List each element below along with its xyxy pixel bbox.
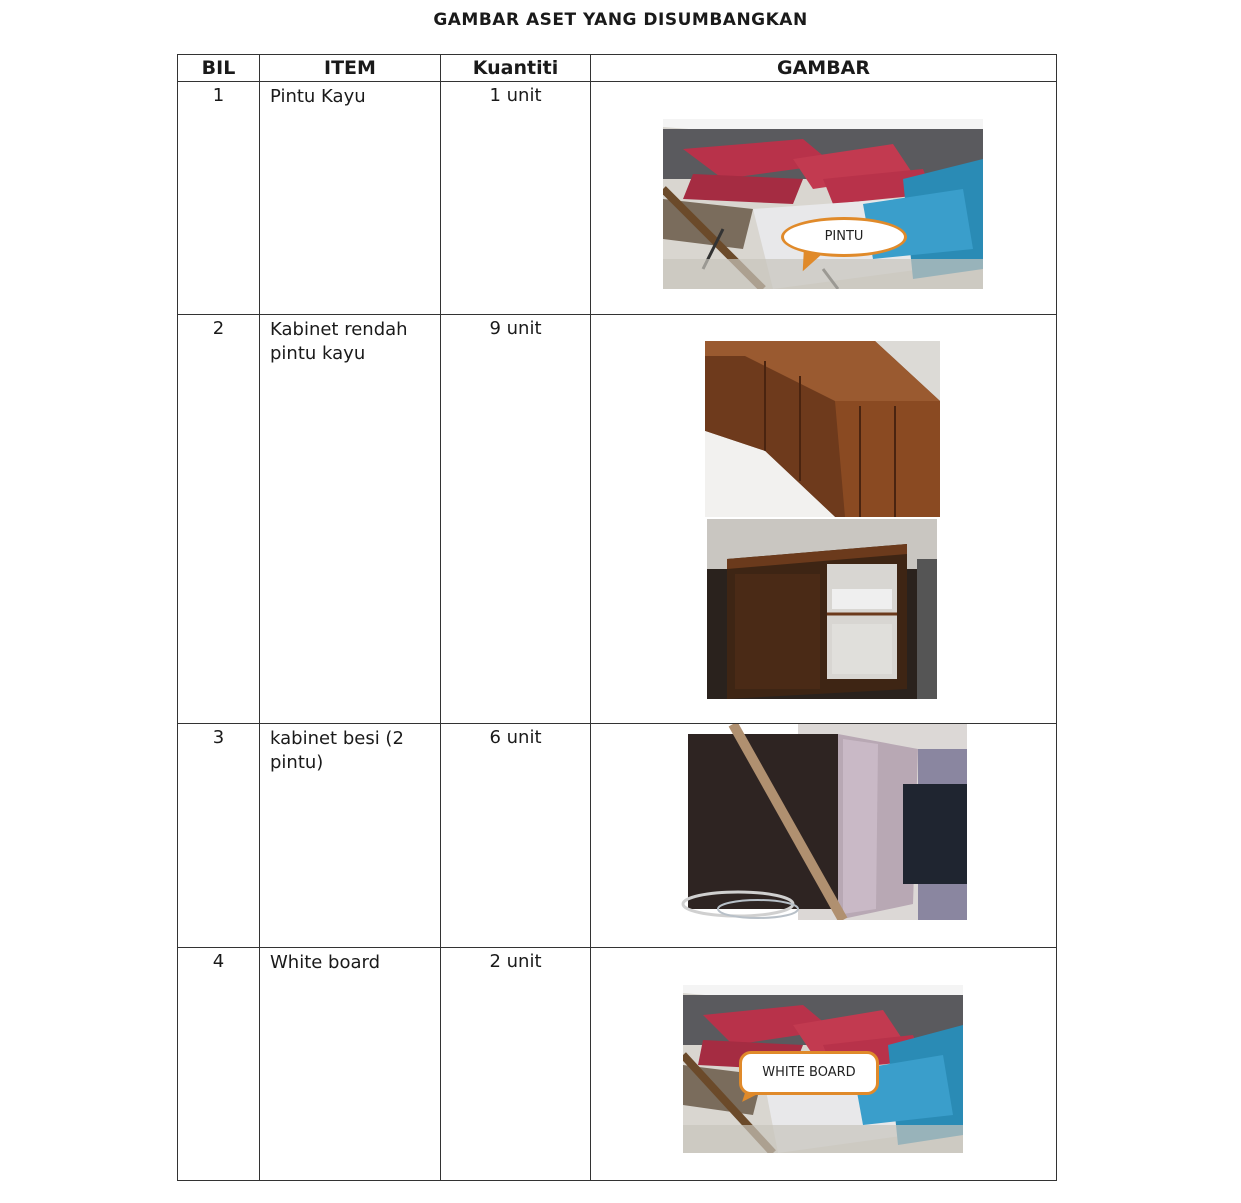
row-number: 3 xyxy=(178,724,260,948)
asset-table xyxy=(177,54,1057,1181)
low-cabinet-photo xyxy=(705,341,940,517)
item-quantity: 9 unit xyxy=(441,315,591,724)
item-quantity: 2 unit xyxy=(441,948,591,1181)
picture-cell xyxy=(591,948,1057,1181)
open-cabinet-photo xyxy=(707,519,937,699)
table-row xyxy=(178,724,1057,948)
document-title: GAMBAR ASET YANG DISUMBANGKAN xyxy=(433,10,808,30)
item-name: Kabinet rendah pintu kayu xyxy=(260,315,441,724)
item-quantity: 6 unit xyxy=(441,724,591,948)
callout-label-pintu: PINTU xyxy=(781,217,907,257)
row-number: 1 xyxy=(178,82,260,315)
item-name: White board xyxy=(260,948,441,1181)
item-name: Pintu Kayu xyxy=(260,82,441,315)
item-name: kabinet besi (2 pintu) xyxy=(260,724,441,948)
header-row xyxy=(178,55,1057,82)
item-quantity: 1 unit xyxy=(441,82,591,315)
picture-cell xyxy=(591,315,1057,724)
header-bil: BIL xyxy=(178,55,260,82)
table-row xyxy=(178,82,1057,315)
chairs-door-photo xyxy=(663,119,983,289)
picture-cell xyxy=(591,82,1057,315)
steel-cabinet-photo xyxy=(678,724,967,920)
row-number: 4 xyxy=(178,948,260,1181)
table-row xyxy=(178,315,1057,724)
row-number: 2 xyxy=(178,315,260,724)
header-item: ITEM xyxy=(260,55,441,82)
picture-cell xyxy=(591,724,1057,948)
header-picture: GAMBAR xyxy=(591,55,1057,82)
table-row xyxy=(178,948,1057,1181)
header-quantity: Kuantiti xyxy=(441,55,591,82)
callout-label-white-board: WHITE BOARD xyxy=(739,1051,879,1095)
